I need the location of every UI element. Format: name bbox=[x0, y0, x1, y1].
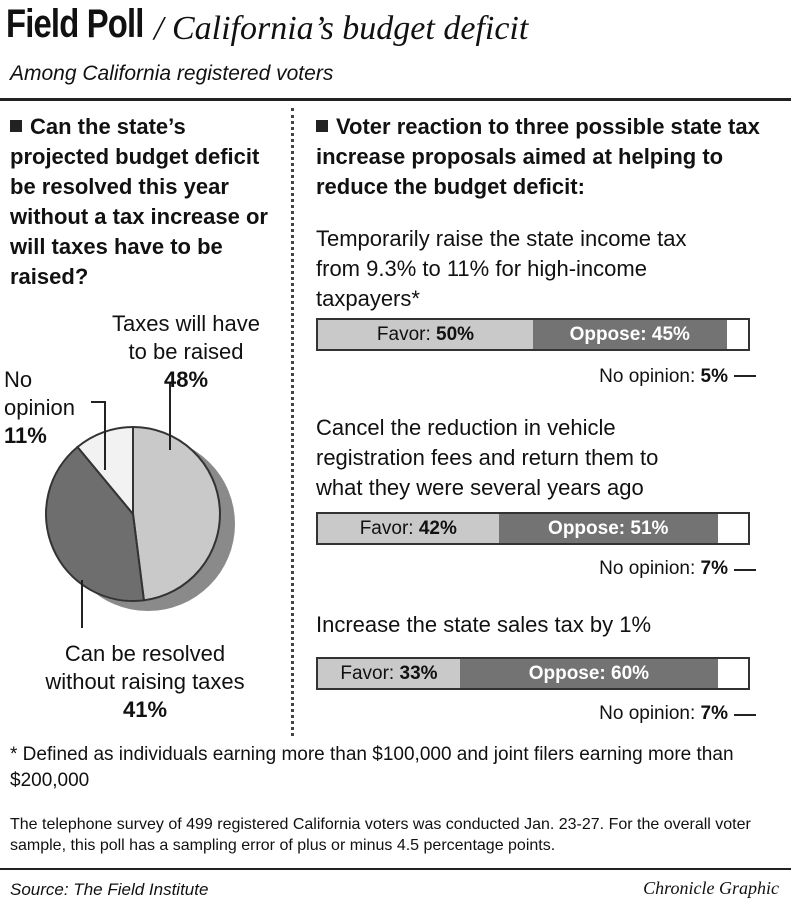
top-rule bbox=[0, 98, 791, 101]
proposal-1-line1: Temporarily raise the state income tax bbox=[316, 226, 687, 251]
proposal-2-label bbox=[316, 413, 776, 503]
proposal-2-noop-value: 7% bbox=[700, 558, 728, 579]
leader-line bbox=[734, 350, 756, 376]
proposal-1-noop-text: No opinion: bbox=[599, 366, 696, 387]
bar-question-text: Voter reaction to three possible state tax increase proposals aimed at helping to reduce the budget deficit: bbox=[316, 114, 760, 199]
proposal-2-line2: registration fees and return them to bbox=[316, 445, 659, 470]
proposal-2-favor-value: 42% bbox=[418, 518, 457, 539]
proposal-1-line3: taxpayers* bbox=[316, 286, 420, 311]
pie-label-noop-value: 11% bbox=[4, 423, 47, 448]
proposal-3-oppose-label: Oppose: 60% bbox=[528, 663, 650, 684]
proposal-1-noop-value: 5% bbox=[700, 366, 728, 387]
title-main: Field Poll bbox=[6, 2, 144, 46]
proposal-3-noop-value: 7% bbox=[700, 703, 728, 724]
proposal-1-bar bbox=[316, 318, 750, 351]
column-divider bbox=[291, 108, 294, 736]
proposal-3-bar bbox=[316, 657, 750, 690]
proposal-3-noop-text: No opinion: bbox=[599, 703, 696, 724]
pie-label-noop-line1: No bbox=[4, 367, 33, 392]
proposal-2-line3: what they were several years ago bbox=[316, 475, 644, 500]
proposal-1-favor-text: Favor: bbox=[376, 324, 431, 345]
chart-title bbox=[6, 2, 529, 47]
square-bullet-icon bbox=[316, 120, 328, 132]
proposal-2-noop-text: No opinion: bbox=[599, 558, 696, 579]
pie-label-noop bbox=[4, 366, 84, 450]
chart-subtitle: Among California registered voters bbox=[10, 62, 334, 85]
pie-label-raised-line1: Taxes will have bbox=[112, 311, 260, 336]
graphic-credit: Chronicle Graphic bbox=[643, 878, 779, 898]
bottom-rule bbox=[0, 868, 791, 870]
proposal-1-line2: from 9.3% to 11% for high-income bbox=[316, 256, 647, 281]
proposal-2-favor-label bbox=[318, 518, 499, 540]
proposal-1-noop-label bbox=[500, 366, 728, 388]
pie-label-raised-line2: to be raised bbox=[128, 339, 244, 364]
proposal-3-favor-value: 33% bbox=[399, 663, 438, 684]
proposal-3-favor-text: Favor: bbox=[340, 663, 395, 684]
leader-line bbox=[734, 544, 756, 570]
source-credit: Source: The Field Institute bbox=[10, 880, 209, 899]
pie-label-resolved-line1: Can be resolved bbox=[64, 641, 226, 666]
pie-label-raised-value: 48% bbox=[163, 367, 209, 392]
proposal-1-favor-value: 50% bbox=[436, 324, 475, 345]
proposal-2-bar bbox=[316, 512, 750, 545]
proposal-1-favor-label bbox=[318, 324, 533, 346]
pie-slices bbox=[46, 427, 220, 601]
proposal-3-noop-label bbox=[500, 703, 728, 725]
footnote: * Defined as individuals earning more than $100,000 and joint filers earning more than $200,000 bbox=[10, 744, 734, 791]
proposal-2-favor-text: Favor: bbox=[359, 518, 414, 539]
proposal-1-label bbox=[316, 224, 776, 314]
pie-label-resolved bbox=[14, 640, 276, 724]
square-bullet-icon bbox=[10, 120, 22, 132]
proposal-3-label bbox=[316, 610, 776, 640]
proposal-2-oppose-label: Oppose: 51% bbox=[548, 518, 669, 539]
title-sub: / California’s budget deficit bbox=[154, 10, 529, 47]
bar-question bbox=[316, 112, 776, 202]
methodology-note: The telephone survey of 499 registered California voters was conducted Jan. 23-27. For the overall voter sample, this poll has a sampling error of plus or minus 4.5 percentage points. bbox=[10, 816, 751, 854]
pie-label-raised bbox=[96, 310, 276, 394]
proposal-1-oppose-label: Oppose: 45% bbox=[569, 324, 690, 345]
proposal-3-favor-label bbox=[318, 663, 460, 685]
pie-label-resolved-value: 41% bbox=[122, 697, 168, 722]
pie-label-resolved-line2: without raising taxes bbox=[45, 669, 245, 694]
proposal-3-line1: Increase the state sales tax by 1% bbox=[316, 612, 652, 637]
proposal-2-line1: Cancel the reduction in vehicle bbox=[316, 415, 616, 440]
leader-line bbox=[734, 689, 756, 715]
pie-label-noop-line2: opinion bbox=[4, 395, 75, 420]
pie-question-text: Can the state’s projected budget deficit be resolved this year without a tax increase or will taxes have to be raised? bbox=[10, 114, 268, 289]
proposal-2-noop-label bbox=[500, 558, 728, 580]
pie-question bbox=[10, 112, 280, 292]
